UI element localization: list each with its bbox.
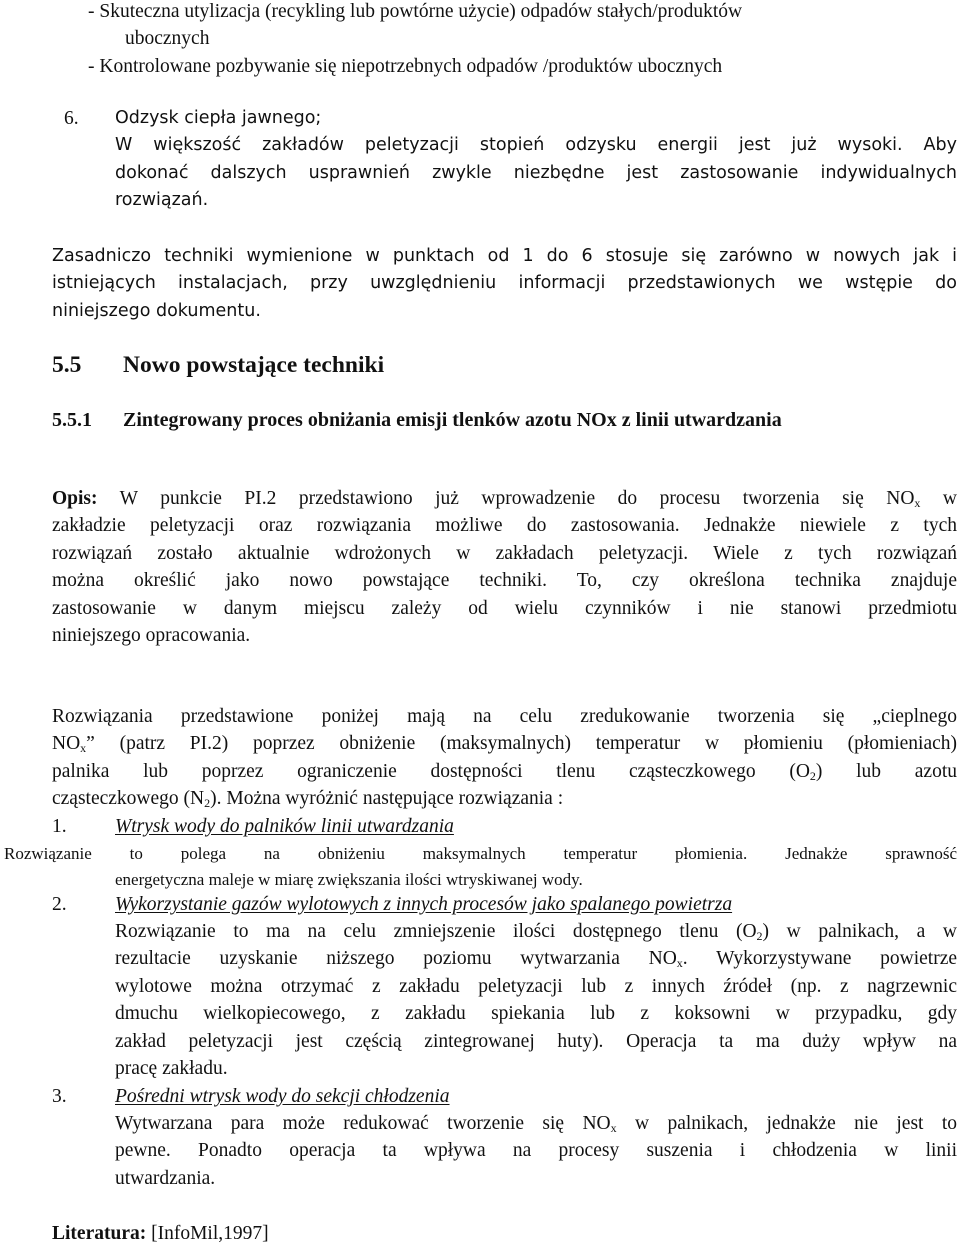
section-title: Nowo powstające techniki: [123, 352, 385, 378]
text-segment: cząsteczkowego (N: [52, 788, 205, 810]
paragraph-line: [52, 485, 957, 512]
section-number: 5.5.1: [52, 409, 92, 431]
top-list: [88, 0, 958, 80]
solutions-intro: [52, 703, 957, 813]
section-heading-5-5-1: [52, 407, 782, 434]
literature-value: [InfoMil,1997]: [151, 1223, 269, 1244]
section-number: 5.5: [52, 352, 82, 378]
literature-label: Literatura:: [52, 1223, 147, 1244]
text-segment: palnika lub poprzez ograniczenie dostępności tlenu cząsteczkowego (O: [52, 760, 810, 782]
paragraph-line: dmuchu wielkopiecowego, z zakładu spiekania lub z koksowni w przypadku, gdy: [115, 1003, 957, 1025]
subscript: x: [610, 1121, 617, 1135]
solution-1-line: energetyczna maleje w miarę zwiększania ilości wtryskiwanej wody.: [115, 870, 583, 889]
text-segment: ) w palnikach, a w: [762, 921, 957, 942]
solution-1-line: Rozwiązanie to polega na obniżeniu maksymalnych temperatur płomienia. Jednakże sprawność: [4, 844, 957, 863]
subscript: x: [676, 956, 683, 971]
solution-2-number: 2.: [52, 894, 67, 915]
literature-reference: [52, 1220, 269, 1247]
paragraph-line: Zasadniczo techniki wymienione w punktach od 1 do 6 stosuje się zarówno w nowych jak i: [52, 246, 957, 266]
subscript: x: [914, 496, 921, 510]
item-6-title: Odzysk ciepła jawnego;: [115, 108, 322, 128]
text-segment: ) lub azotu: [815, 760, 957, 782]
paragraph-line: [52, 785, 957, 812]
text-segment: ). Można wyróżnić następujące rozwiązania :: [210, 788, 564, 810]
item-6-line: W większość zakładów peletyzacji stopień odzysku energii jest już wysoki. Aby: [115, 135, 957, 156]
paragraph-line: zakład peletyzacji jest częścią zintegrowanej huty). Operacja ta ma duży wpływ na: [115, 1030, 957, 1052]
paragraph-line: pracę zakładu.: [115, 1058, 228, 1080]
description-paragraph: [52, 485, 957, 649]
subscript: 2: [756, 929, 763, 943]
section-title: Zintegrowany proces obniżania emisji tlenków azotu NOx z linii utwardzania: [123, 409, 782, 431]
text-segment: . Wykorzystywane powietrze: [682, 948, 957, 970]
solution-1-title: Wtrysk wody do palników linii utwardzania: [115, 816, 454, 837]
text-segment: NO: [52, 733, 81, 755]
solution-3-number: 3.: [52, 1086, 67, 1107]
subscript: 2: [809, 768, 816, 783]
paragraph-line: niniejszego opracowania.: [52, 625, 251, 647]
section-heading-5-5: [52, 352, 384, 379]
solution-2-title: Wykorzystanie gazów wylotowych z innych procesów jako spalanego powietrza: [115, 894, 733, 915]
paragraph-line: utwardzania.: [115, 1167, 216, 1189]
paragraph-line: [52, 758, 957, 785]
item-6-number: 6.: [64, 108, 79, 129]
paragraph-line: można określić jako nowo powstające techniki. To, czy określona technika znajduje: [52, 570, 957, 592]
list-item-continuation: ubocznych: [125, 28, 210, 50]
subscript: x: [80, 741, 87, 756]
item-6: [115, 105, 957, 215]
list-item: - Skuteczna utylizacja (recykling lub powtórne użycie) odpadów stałych/produktów: [88, 1, 743, 22]
paragraph-line: rozwiązań zostało aktualnie wdrożonych w zakładach peletyzacji. Wiele z tych rozwiązań: [52, 542, 957, 564]
text-segment: W punkcie PI.2 przedstawiono już wprowadzenie do procesu tworzenia się NO: [119, 488, 915, 509]
item-6-line: rozwiązań.: [115, 190, 209, 211]
solution-3-title: Pośredni wtrysk wody do sekcji chłodzenia: [115, 1086, 450, 1107]
summary-paragraph: [52, 243, 957, 325]
text-segment: Wytwarzana para może redukować tworzenie się NO: [115, 1113, 611, 1134]
paragraph-line: zakładzie peletyzacji oraz rozwiązania możliwe do zastosowania. Jednakże niewiele z tych: [52, 515, 957, 537]
paragraph-line: wylotowe można otrzymać z zakładu peletyzacji lub z innych źródeł (np. z nagrzewnic: [115, 975, 957, 997]
text-segment: w palnikach, jednakże nie jest to: [635, 1113, 957, 1134]
subscript: 2: [204, 796, 211, 811]
text-segment: ” (patrz PI.2) poprzez obniżenie (maksymalnych) temperatur w płomieniu (płomieniach): [86, 733, 957, 755]
paragraph-line: zastosowanie w danym miejscu zależy od wielu czynników i nie stanowi przedmiotu: [52, 597, 957, 619]
solution-1-number: 1.: [52, 816, 67, 837]
item-6-line: dokonać dalszych usprawnień zwykle niezbędne jest zastosowanie indywidualnych: [115, 162, 957, 183]
solution-3-body: [115, 1110, 957, 1192]
solution-2-body: [115, 918, 957, 1082]
paragraph-line: [115, 945, 957, 972]
paragraph-line: pewne. Ponadto operacja ta wpływa na procesy suszenia i chłodzenia w linii: [115, 1140, 957, 1162]
description-label: Opis:: [52, 488, 98, 509]
paragraph-line: niniejszego dokumentu.: [52, 300, 261, 321]
paragraph-line: [115, 918, 957, 945]
paragraph-line: [115, 1110, 957, 1137]
text-segment: rezultacie uzyskanie niższego poziomu wytwarzania NO: [115, 948, 677, 970]
list-item: - Kontrolowane pozbywanie się niepotrzebnych odpadów /produktów ubocznych: [88, 55, 723, 77]
paragraph-line: [52, 730, 957, 757]
paragraph-line: Rozwiązania przedstawione poniżej mają na celu zredukowanie tworzenia się „cieplnego: [52, 706, 957, 727]
paragraph-line: istniejących instalacjach, przy uwzględnieniu informacji przedstawionych we wstępie do: [52, 273, 957, 294]
text-segment: Rozwiązanie to ma na celu zmniejszenie ilości dostępnego tlenu (O: [115, 921, 757, 942]
text-segment: w: [942, 488, 957, 509]
